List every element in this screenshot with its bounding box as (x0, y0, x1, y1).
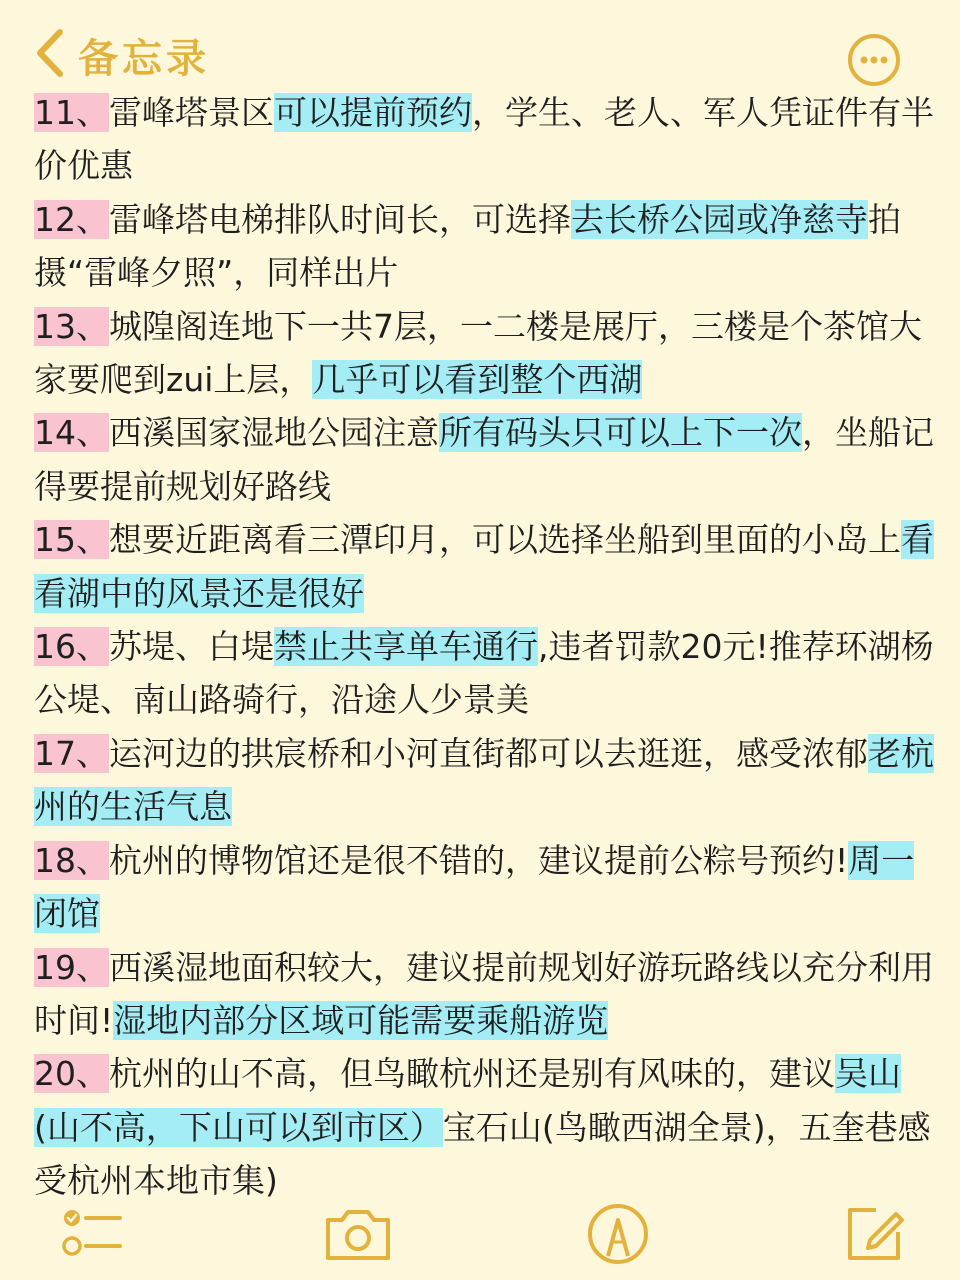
highlighted-text: 吴山(山不高，下山可以到市区） (34, 1054, 901, 1147)
item-text: 西溪湿地面积较大，建议提前规划好游玩路线以充分利用时间! (34, 947, 934, 1040)
note-item (34, 406, 934, 513)
item-text: ,违者罚款20元!推荐环湖杨公堤、南山路骑行，沿途人少景美 (34, 627, 934, 720)
highlighted-text: 看看湖中的风景还是很好 (34, 520, 934, 613)
note-item (34, 193, 934, 300)
note-item (34, 941, 934, 1048)
item-text: ，学生、老人、军人凭证件有半价优惠 (34, 93, 934, 186)
highlighted-text: 禁止共享单车通行 (274, 627, 538, 667)
highlighted-text: 可以提前预约 (274, 93, 472, 132)
item-text: 想要近距离看三潭印月，可以选择坐船到里面的小岛上 (109, 520, 901, 560)
item-text: 苏堤、白堤 (109, 627, 274, 667)
note-item (34, 86, 934, 193)
compose-icon (836, 1257, 912, 1276)
back-button[interactable] (30, 26, 210, 84)
note-item (34, 513, 934, 620)
note-body[interactable] (34, 86, 934, 1208)
highlighted-text: 周一闭馆 (34, 840, 915, 934)
item-text: 雷峰塔景区 (109, 93, 274, 132)
note-item (34, 1047, 934, 1207)
item-number: 19、 (34, 947, 109, 987)
item-number: 13、 (34, 306, 109, 346)
item-text: 杭州的山不高，但鸟瞰杭州还是别有风味的，建议 (109, 1054, 835, 1094)
more-options-button[interactable] (846, 32, 902, 88)
item-number: 11、 (34, 93, 109, 132)
item-text: 拍摄“雷峰夕照”，同样出片 (34, 199, 901, 293)
note-item (34, 834, 934, 941)
compose-button[interactable] (836, 1196, 912, 1272)
item-text: 城隍阁连地下一共7层，一二楼是展厅，三楼是个茶馆大家要爬到zui上层， (34, 306, 922, 400)
item-number: 12、 (34, 199, 109, 239)
note-item (34, 620, 934, 727)
item-text: 杭州的博物馆还是很不错的，建议提前公粽号预约! (109, 840, 849, 880)
item-number: 18、 (34, 840, 109, 880)
item-number: 16、 (34, 627, 109, 667)
item-text: 西溪国家湿地公园注意 (109, 413, 439, 453)
item-text: 运河边的拱宸桥和小河直街都可以去逛逛，感受浓郁 (109, 733, 868, 773)
back-label: 备忘录 (78, 35, 210, 82)
chevron-left-icon (30, 26, 70, 84)
note-item (34, 300, 934, 407)
highlighted-text: 所有码头只可以上下一次 (439, 413, 802, 453)
markup-button[interactable] (580, 1196, 656, 1272)
item-number: 14、 (34, 413, 109, 453)
item-text: 雷峰塔电梯排队时间长，可选择 (109, 199, 571, 239)
item-number: 17、 (34, 733, 109, 773)
item-number: 20、 (34, 1054, 109, 1094)
navigation-bar (0, 0, 960, 90)
camera-button[interactable] (320, 1196, 396, 1272)
item-number: 15、 (34, 520, 109, 560)
pen-markup-icon (580, 1257, 656, 1276)
highlighted-text: 去长桥公园或净慈寺 (571, 199, 868, 239)
item-text: 宝石山(鸟瞰西湖全景)，五奎巷感受杭州本地市集) (34, 1107, 931, 1201)
camera-icon (320, 1257, 396, 1276)
highlighted-text: 几乎可以看到整个西湖 (312, 360, 643, 400)
highlighted-text: 老杭州的生活气息 (34, 733, 934, 827)
note-item (34, 727, 934, 834)
checklist-button[interactable] (54, 1196, 130, 1272)
bottom-toolbar (0, 1196, 960, 1280)
highlighted-text: 湿地内部分区域可能需要乘船游览 (113, 1000, 609, 1040)
checklist-icon (54, 1257, 130, 1276)
item-text: ，坐船记得要提前规划好路线 (34, 413, 934, 506)
